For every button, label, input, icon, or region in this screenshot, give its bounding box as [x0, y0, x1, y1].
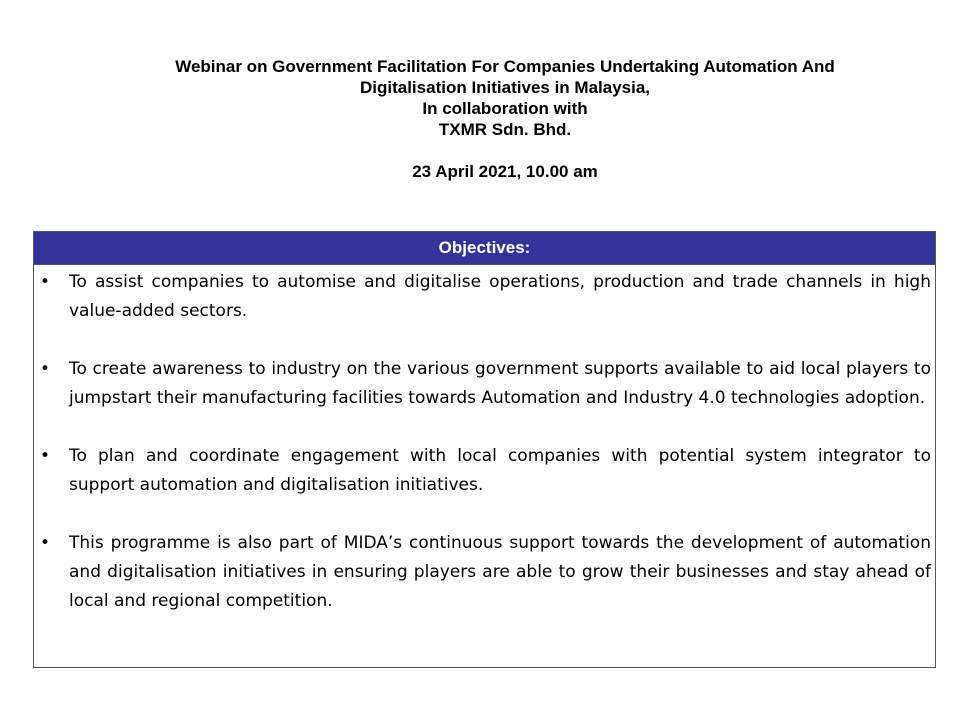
objective-item [34, 355, 931, 413]
webinar-header [70, 56, 940, 182]
objective-item [34, 442, 931, 500]
bullet-icon: • [40, 446, 51, 466]
objective-text: This programme is also part of MIDA’s continuous support towards the development of automation and digitalisation initiatives in ensuring players are able to grow their businesses and stay ahead of local and regional competition. [69, 533, 931, 611]
title-line-1: Webinar on Government Facilitation For Companies Undertaking Automation And [175, 57, 835, 76]
objective-text: To create awareness to industry on the various government supports available to aid local players to jumpstart their manufacturing facilities towards Automation and Industry 4.0 technologies adoption. [69, 359, 931, 408]
title-line-2: Digitalisation Initiatives in Malaysia, [359, 78, 651, 97]
bullet-icon: • [40, 533, 51, 553]
objectives-table [33, 231, 936, 668]
objectives-heading: Objectives: [34, 232, 935, 265]
objective-text: To plan and coordinate engagement with local companies with potential system integrator to support automation and digitalisation initiatives. [69, 446, 931, 495]
objective-item [34, 529, 931, 616]
event-date: 23 April 2021, 10.00 am [412, 162, 598, 181]
objectives-list [34, 265, 935, 616]
bullet-icon: • [40, 272, 51, 292]
objective-text: To assist companies to automise and digitalise operations, production and trade channels in high value-added sectors. [69, 272, 931, 321]
bullet-icon: • [40, 359, 51, 379]
partner-name: TXMR Sdn. Bhd. [438, 120, 572, 139]
collaboration-line: In collaboration with [422, 99, 588, 118]
objective-item [34, 268, 931, 326]
